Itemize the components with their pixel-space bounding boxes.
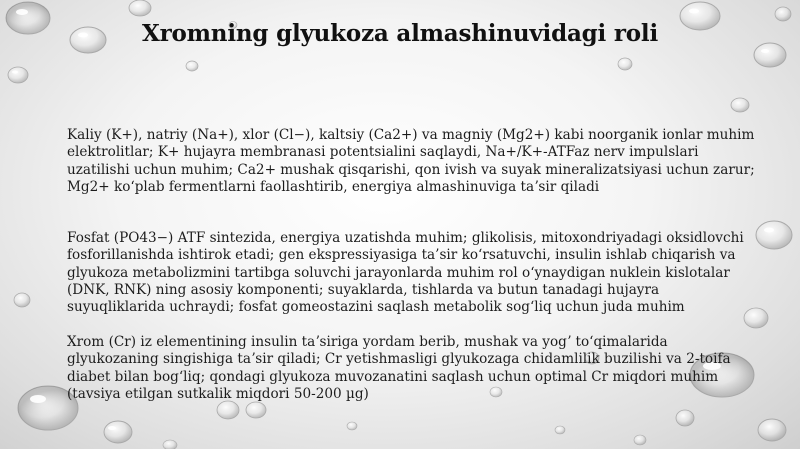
paragraph-chromium: Xrom (Cr) iz elementining insulin taʼsiriga yordam berib, mushak va yogʼ toʻqimalarida glyukozaning singishiga taʼsir qiladi; Cr yetishmasligi glyukozaga chidamlilik buzilishi va 2-toifa diabet bilan bogʻliq; qondagi glyukoza muvozanatini saqlash uchun optimal Cr miqdori muhim (tavsiya etilgan sutkalik miqdori 50-200 µg) (67, 334, 731, 402)
paragraph-electrolytes: Kaliy (K+), natriy (Na+), xlor (Cl−), kaltsiy (Ca2+) va magniy (Mg2+) kabi noorganik ionlar muhim elektrolitlar; K+ hujayra membranasi potentsialini saqlaydi, Na+/K+-ATFaz nerv impulslari uzatilishi uchun muhim; Ca2+ mushak qisqarishi, qon ivish va suyak mineralizatsiyasi uchun zarur; Mg2+ koʻplab fermentlarni faollashtirib, energiya almashinuviga taʼsir qiladi (67, 127, 755, 195)
paragraph-phosphate: Fosfat (PO43−) ATF sintezida, energiya uzatishda muhim; glikolisis, mitoxondriyadagi oksidlovchi fosforillanishda ishtirok etadi; gen ekspressiyasiga ta’sir ko‘rsatuvchi, insulin ishlab chiqarish va glyukoza metabolizmini tartibga soluvchi jarayonlarda muhim rol oʻynaydigan nuklein kislotalar (DNK, RNK) ning asosiy komponenti; suyaklarda, tishlarda va butun tanadagi hujayra suyuqliklarida uchraydi; fosfat gomeostazini saqlash metabolik sogʻliq uchun juda muhim (67, 230, 744, 316)
slide-title: Xromning glyukoza almashinuvidagi roli (141, 20, 659, 47)
